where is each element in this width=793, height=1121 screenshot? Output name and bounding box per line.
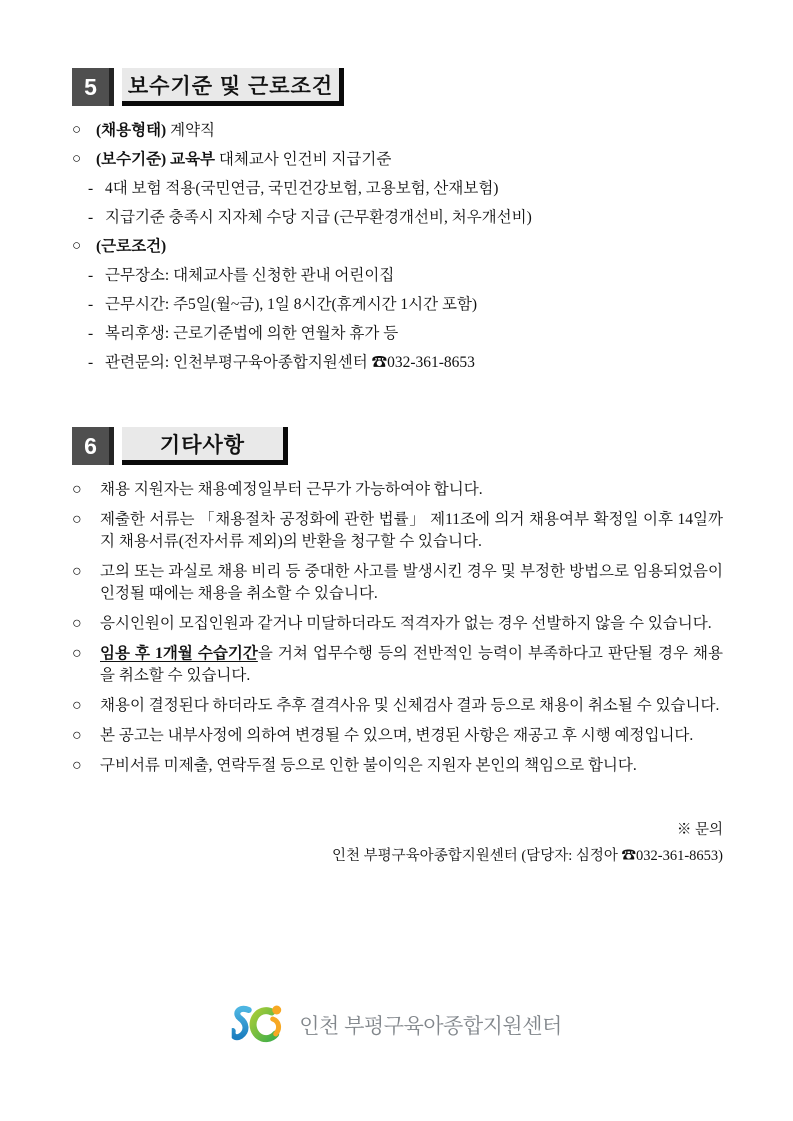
section-other-matters <box>72 427 723 777</box>
section-5-list <box>72 121 723 372</box>
list-item-text: 채용 지원자는 채용예정일부터 근무가 가능하여야 합니다. <box>100 481 483 498</box>
circle-bullet: ○ <box>72 238 82 254</box>
list-item-text: 지급기준 충족시 지자체 수당 지급 (근무환경개선비, 처우개선비) <box>105 209 532 226</box>
list-item <box>72 695 723 717</box>
section-6-header <box>72 427 723 467</box>
list-item-text: 고의 또는 과실로 채용 비리 등 중대한 사고를 발생시킨 경우 및 부정한 방법으로 임용되었음이 인정될 때에는 채용을 취소할 수 있습니다. <box>100 563 723 602</box>
dash-bullet: - <box>88 325 94 342</box>
list-item-text: 제출한 서류는 「채용절차 공정화에 관한 법률」 제11조에 의거 채용여부 확정일 이후 14일까지 채용서류(전자서류 제외)의 반환을 청구할 수 있습니다. <box>100 511 723 550</box>
section-number-badge: 5 <box>72 68 114 106</box>
list-item <box>72 324 723 343</box>
list-item-text: 응시인원이 모집인원과 같거나 미달하더라도 적격자가 없는 경우 선발하지 않을 수 있습니다. <box>100 615 712 632</box>
dash-bullet: - <box>88 296 94 313</box>
list-item-text: (보수기준) 교육부 대체교사 인건비 지급기준 <box>96 151 392 168</box>
logo-mark-icon <box>231 1003 289 1047</box>
dash-bullet: - <box>88 267 94 284</box>
section-compensation <box>72 68 723 372</box>
section-title: 기타사항 <box>122 427 288 465</box>
list-item <box>72 353 723 372</box>
list-item <box>72 479 723 501</box>
list-item-text: 근무시간: 주5일(월~금), 1일 8시간(휴게시간 1시간 포함) <box>105 296 478 313</box>
list-item-text: 4대 보험 적용(국민연금, 국민건강보험, 고용보험, 산재보험) <box>105 180 499 197</box>
circle-bullet: ○ <box>72 697 82 714</box>
list-item <box>72 150 723 169</box>
circle-bullet: ○ <box>72 151 82 167</box>
list-item-text: 채용이 결정된다 하더라도 추후 결격사유 및 신체검사 결과 등으로 채용이 취소될 수 있습니다. <box>100 697 720 714</box>
list-item <box>72 179 723 198</box>
section-5-header <box>72 68 723 108</box>
list-item-text: 구비서류 미제출, 연락두절 등으로 인한 불이익은 지원자 본인의 책임으로 합니다. <box>100 757 637 774</box>
list-item <box>72 613 723 635</box>
inquiry-label: ※ 문의 <box>676 822 723 838</box>
list-item-text: (채용형태) 계약직 <box>96 122 216 139</box>
circle-bullet: ○ <box>72 727 82 744</box>
list-item-text: 복리후생: 근로기준법에 의한 연월차 휴가 등 <box>105 325 399 342</box>
circle-bullet: ○ <box>72 122 82 138</box>
list-item <box>72 237 723 256</box>
inquiry-contact: 인천 부평구육아종합지원센터 (담당자: 심정아 ☎032-361-8653) <box>332 848 723 864</box>
list-item <box>72 266 723 285</box>
center-logo <box>231 1003 562 1047</box>
list-item <box>72 561 723 605</box>
section-title: 보수기준 및 근로조건 <box>122 68 344 106</box>
list-item-text: (근로조건) <box>96 238 167 255</box>
list-item <box>72 121 723 140</box>
list-item <box>72 643 723 687</box>
list-item <box>72 509 723 553</box>
list-item <box>72 755 723 777</box>
circle-bullet: ○ <box>72 645 82 662</box>
list-item <box>72 725 723 747</box>
list-item-text: 본 공고는 내부사정에 의하여 변경될 수 있으며, 변경된 사항은 재공고 후 시행 예정입니다. <box>100 727 694 744</box>
dash-bullet: - <box>88 180 94 197</box>
circle-bullet: ○ <box>72 757 82 774</box>
list-item-text: 근무장소: 대체교사를 신청한 관내 어린이집 <box>105 267 395 284</box>
circle-bullet: ○ <box>72 563 82 580</box>
logo-org-name: 인천 부평구육아종합지원센터 <box>299 1015 562 1038</box>
list-item-text: 관련문의: 인천부평구육아종합지원센터 ☎032-361-8653 <box>105 354 475 371</box>
list-item <box>72 295 723 314</box>
circle-bullet: ○ <box>72 615 82 632</box>
list-item <box>72 208 723 227</box>
section-6-list <box>72 479 723 777</box>
circle-bullet: ○ <box>72 481 82 498</box>
dash-bullet: - <box>88 354 94 371</box>
list-item-text: 임용 후 1개월 수습기간을 거쳐 업무수행 등의 전반적인 능력이 부족하다고 판단될 경우 채용을 취소할 수 있습니다. <box>100 645 723 684</box>
inquiry-footer <box>72 817 723 869</box>
dash-bullet: - <box>88 209 94 226</box>
circle-bullet: ○ <box>72 511 82 528</box>
section-number-badge: 6 <box>72 427 114 465</box>
